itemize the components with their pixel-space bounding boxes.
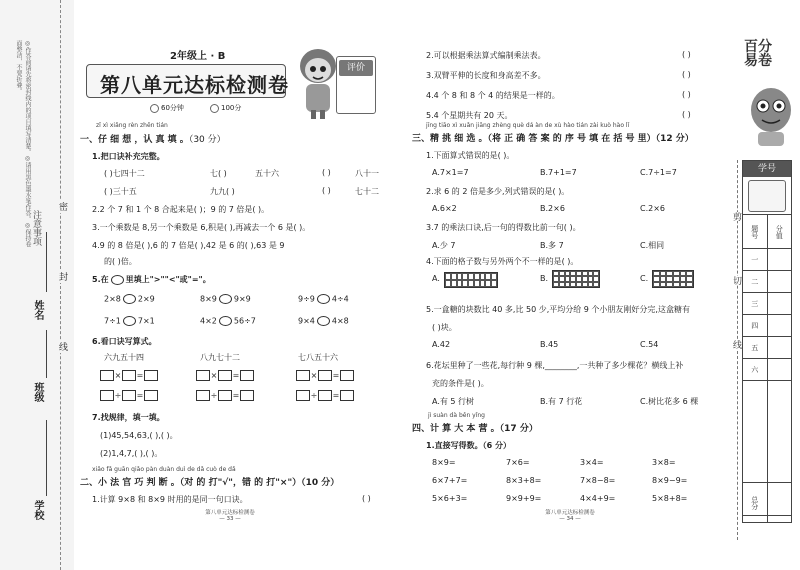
answer-box[interactable]	[218, 390, 232, 401]
calc-item[interactable]: 6×7+7=	[432, 476, 468, 485]
answer-box[interactable]	[100, 390, 114, 401]
q5-label	[92, 274, 211, 285]
q6-head: 八九七十二	[200, 353, 240, 362]
judge-paren[interactable]: ( )	[682, 110, 691, 119]
table-row-label: 一	[743, 249, 768, 271]
q2-text[interactable]: 2.2 个 7 和 1 个 8 合起来是( )；9 的 7 倍是( )。	[92, 205, 270, 214]
answer-box[interactable]	[340, 390, 354, 401]
q6-formula: × =	[100, 370, 158, 381]
q1-cell[interactable]: 七( )	[210, 169, 227, 178]
score-cell[interactable]	[767, 359, 792, 381]
section-1-pinyin: zǐ xì xiǎng rèn zhēn tián	[96, 122, 168, 129]
section-2-title: 二、小 法 官 巧 判 断 。（对 的 打"√"，错 的 打"×"）（10 分）	[80, 478, 340, 488]
seal-char: 密	[57, 202, 67, 211]
logo-char: 分	[758, 39, 772, 55]
logo-char: 百	[744, 39, 758, 55]
section-3-title: 三、精 挑 细 选 。（将 正 确 答 案 的 序 号 填 在 括 号 里）（12 分）	[412, 134, 694, 144]
evaluation-label: 评价	[339, 60, 373, 76]
compare-right: 9×9	[233, 294, 251, 304]
table-head: 分值	[767, 215, 792, 249]
compare-item	[104, 294, 155, 304]
judge-q1-paren[interactable]: ( )	[362, 494, 371, 503]
grid-c-icon	[652, 270, 694, 288]
compare-left: 7÷1	[104, 316, 121, 326]
score-info	[210, 103, 241, 113]
calc-item[interactable]: 9×9+9=	[506, 494, 542, 503]
calc-item[interactable]: 8×9−9=	[652, 476, 688, 485]
trophy-icon	[210, 104, 219, 113]
table-row-label: 六	[743, 359, 768, 381]
compare-item	[200, 294, 251, 304]
grade-label: 2年级上 · B	[170, 51, 226, 62]
q4-text-cont[interactable]: 的( )倍。	[104, 257, 137, 266]
table-head: 题号	[743, 215, 768, 249]
score-cell[interactable]	[767, 271, 792, 293]
judge-q: 4.4 个 8 和 8 个 4 的结果是一样的。	[426, 91, 560, 100]
compare-circle[interactable]	[123, 294, 136, 304]
mc-question: 4.下面的格子数与另外两个不一样的是( )。	[426, 257, 579, 266]
mc-option[interactable]: C.相同	[640, 241, 665, 250]
page-title: 第八单元达标检测卷	[100, 73, 289, 97]
judge-paren[interactable]: ( )	[682, 90, 691, 99]
answer-box[interactable]	[218, 370, 232, 381]
calc-item[interactable]: 7×8−8=	[580, 476, 616, 485]
mc-question-5-cont[interactable]: ( )块。	[432, 323, 457, 332]
compare-right: 7×1	[137, 316, 155, 326]
calc-item[interactable]: 5×6+3=	[432, 494, 468, 503]
q1-cell: 七十二	[355, 187, 379, 196]
q6-label: 6.看口诀写算式。	[92, 337, 157, 346]
q1-cell[interactable]: ( )七四十二	[104, 169, 145, 178]
mascot-icon	[296, 44, 340, 120]
compare-left: 9×4	[298, 316, 315, 326]
mc-option[interactable]: C.	[640, 274, 649, 283]
field-school-label: 学校	[32, 500, 43, 520]
answer-box[interactable]	[144, 370, 158, 381]
grid-b-icon	[552, 270, 600, 288]
logo-char: 易	[744, 53, 758, 69]
judge-q: 2.可以根据乘法算式编制乘法表。	[426, 51, 546, 60]
calc-item[interactable]: 8×9=	[432, 458, 456, 467]
answer-box[interactable]	[122, 390, 136, 401]
calc-item[interactable]: 3×4=	[580, 458, 604, 467]
field-name-label: 姓名	[32, 300, 43, 320]
q7-row[interactable]: (2)1,4,7,( ),( )。	[100, 449, 163, 458]
page-number-right: — 34 —	[559, 516, 581, 522]
q4-text[interactable]: 4.9 的 8 倍是( ),6 的 7 倍是( ),42 是 6 的( ),63 是 9	[92, 241, 285, 250]
q1-cell: 八十一	[355, 169, 379, 178]
mc-option[interactable]: A.7×1=7	[432, 168, 469, 177]
score-cell[interactable]	[767, 315, 792, 337]
compare-circle[interactable]	[317, 294, 330, 304]
name-write-line[interactable]	[46, 232, 47, 292]
section-1-title	[80, 132, 226, 145]
mc-question-6-cont[interactable]: 充的条件是( )。	[432, 379, 489, 388]
class-write-line[interactable]	[46, 330, 47, 378]
answer-box[interactable]	[340, 370, 354, 381]
footer-left: 第八单元达标检测卷	[205, 510, 255, 516]
student-id-label: 学号	[743, 161, 791, 177]
compare-item	[298, 294, 349, 304]
answer-box[interactable]	[296, 390, 310, 401]
mc-option[interactable]: C.2×6	[640, 204, 666, 213]
table-row-label: 二	[743, 271, 768, 293]
mascot-icon	[748, 80, 794, 150]
time-label: 60分钟	[161, 104, 184, 112]
answer-box[interactable]	[240, 370, 254, 381]
q5-label-b: 里填上">""<"或"="。	[125, 275, 211, 284]
binding-title: 注意事项	[31, 210, 41, 246]
calc-item[interactable]: 8×3+8=	[506, 476, 542, 485]
mc-option[interactable]: C.54	[640, 340, 659, 349]
mc-option[interactable]: C.树比花多 6 棵	[640, 397, 699, 406]
answer-box[interactable]	[122, 370, 136, 381]
answer-box[interactable]	[296, 370, 310, 381]
answer-box[interactable]	[196, 370, 210, 381]
q7-label: 7.找规律，填一填。	[92, 413, 165, 422]
mc-question-5: 5.一盒糖的块数比 40 多,比 50 少,平均分给 9 个小朋友刚好分完,这盒糖有	[426, 305, 690, 314]
section-3-pinyin: jīng tiāo xì xuǎn jiāng zhèng què dá àn de xù hào tián zài kuò hào lǐ	[426, 122, 630, 129]
compare-left: 2×8	[104, 294, 121, 304]
mc-option[interactable]: B.	[540, 274, 549, 283]
mc-option[interactable]: A.6×2	[432, 204, 457, 213]
compare-circle[interactable]	[317, 316, 330, 326]
brand-logo	[744, 40, 772, 68]
section-1-points: （30 分）	[188, 135, 226, 145]
section-2-pinyin: xiǎo fǎ guān qiǎo pàn duàn duì de dǎ cuò de dǎ	[92, 466, 236, 473]
judge-paren[interactable]: ( )	[682, 70, 691, 79]
compare-item	[298, 316, 349, 326]
mc-option[interactable]: A.	[432, 274, 440, 283]
judge-q: 3.双臂平伸的长度和身高差不多。	[426, 71, 546, 80]
school-write-line[interactable]	[46, 420, 47, 496]
judge-paren[interactable]: ( )	[682, 50, 691, 59]
compare-circle[interactable]	[123, 316, 136, 326]
mc-option[interactable]: C.7÷1=7	[640, 168, 677, 177]
calc-label: 1.直接写得数。（6 分）	[426, 441, 511, 450]
clock-icon	[150, 104, 159, 113]
mc-option[interactable]: A.42	[432, 340, 451, 349]
calc-item[interactable]: 7×6=	[506, 458, 530, 467]
table-row-label: 三	[743, 293, 768, 315]
q1-label: 1.把口诀补充完整。	[92, 152, 165, 161]
judge-q1: 1.计算 9×8 和 8×9 时用的是同一句口诀。	[92, 495, 248, 504]
q1-cell[interactable]: 九九( )	[210, 187, 235, 196]
q3-text[interactable]: 3.一个乘数是 8,另一个乘数是 6,积是( ),再减去一个 6 是( )。	[92, 223, 311, 232]
compare-left: 4×2	[200, 316, 217, 326]
logo-char: 卷	[758, 53, 772, 69]
mc-option[interactable]: A.少 7	[432, 241, 456, 250]
score-cell[interactable]	[767, 381, 792, 483]
answer-box[interactable]	[318, 390, 332, 401]
mc-question: 3.7 的乘法口诀,后一句的得数比前一句( )。	[426, 223, 581, 232]
score-cell[interactable]	[767, 293, 792, 315]
mc-option[interactable]: B.7+1=7	[540, 168, 577, 177]
mc-option[interactable]: B.45	[540, 340, 559, 349]
total-label: 总分	[743, 483, 768, 523]
circle-icon	[111, 275, 124, 285]
answer-box[interactable]	[196, 390, 210, 401]
mc-question-6: 6.花坛里种了一些花,每行种 9 棵,________,一共种了多少棵花？横线上补	[426, 361, 684, 370]
q7-row[interactable]: (1)45,54,63,( ),( )。	[100, 431, 178, 440]
cut-char: 切	[731, 276, 741, 285]
footer-right: 第八单元达标检测卷	[545, 510, 595, 516]
judge-q: 5.4 个星期共有 20 天。	[426, 111, 513, 120]
q6-formula: × =	[196, 370, 254, 381]
score-cell[interactable]	[743, 381, 768, 483]
q1-cell[interactable]: ( )三十五	[104, 187, 137, 196]
mc-question: 1.下面算式错误的是( )。	[426, 151, 515, 160]
q6-head: 七八五十六	[298, 353, 338, 362]
score-table	[742, 214, 792, 523]
q6-formula: × =	[296, 370, 354, 381]
q6-formula: ÷ =	[296, 390, 354, 401]
table-row-label: 四	[743, 315, 768, 337]
binding-notes: ◎作答前请先将密封线内的项目填写清楚。◎请用黑色墨水笔作答。◎保持卷面整洁，不要折叠。	[15, 40, 31, 247]
total-cell[interactable]	[767, 483, 792, 523]
compare-right: 56÷7	[233, 316, 256, 326]
compare-right: 2×9	[137, 294, 155, 304]
q6-formula: ÷ =	[100, 390, 158, 401]
q1-cell[interactable]: ( )	[322, 168, 331, 177]
compare-left: 9÷9	[298, 294, 315, 304]
q6-head: 六九五十四	[104, 353, 144, 362]
calc-item[interactable]: 5×8+8=	[652, 494, 688, 503]
answer-box[interactable]	[318, 370, 332, 381]
answer-box[interactable]	[240, 390, 254, 401]
q1-cell: 五十六	[255, 169, 279, 178]
mc-option[interactable]: B.多 7	[540, 241, 564, 250]
compare-item	[200, 316, 256, 326]
compare-left: 8×9	[200, 294, 217, 304]
answer-box[interactable]	[100, 370, 114, 381]
calc-item[interactable]: 4×4+9=	[580, 494, 616, 503]
score-label: 100分	[221, 104, 242, 112]
seal-char: 封	[57, 272, 67, 281]
mc-question: 2.求 6 的 2 倍是多少,列式错误的是( )。	[426, 187, 570, 196]
section-4-title: 四、计 算 大 本 营 。（17 分）	[412, 424, 538, 434]
answer-box[interactable]	[144, 390, 158, 401]
q5-label-a: 5.在	[92, 275, 109, 284]
compare-right: 4÷4	[331, 294, 349, 304]
q6-formula: ÷ =	[196, 390, 254, 401]
q1-cell[interactable]: ( )	[322, 186, 331, 195]
mc-option[interactable]: B.有 7 行花	[540, 397, 583, 406]
mc-option[interactable]: A.有 5 行树	[432, 397, 475, 406]
grid-a-icon	[444, 272, 498, 288]
calc-item[interactable]: 3×8=	[652, 458, 676, 467]
student-id-input[interactable]	[748, 180, 786, 212]
mc-option[interactable]: B.2×6	[540, 204, 565, 213]
field-class-label: 班级	[32, 382, 43, 402]
score-cell[interactable]	[767, 337, 792, 359]
cut-char: 线	[731, 340, 741, 349]
table-row-label: 五	[743, 337, 768, 359]
time-info	[150, 103, 184, 113]
seal-char: 线	[57, 342, 67, 351]
page-number-left: — 33 —	[219, 516, 241, 522]
cut-char: 剪	[731, 212, 741, 221]
compare-item	[104, 316, 155, 326]
compare-circle[interactable]	[219, 316, 232, 326]
compare-circle[interactable]	[219, 294, 232, 304]
compare-right: 4×8	[331, 316, 349, 326]
seal-line	[60, 0, 61, 570]
score-cell[interactable]	[767, 249, 792, 271]
section-1-heading: 一、仔 细 想 ，认 真 填 。	[80, 135, 189, 145]
section-4-pinyin: jì suàn dà běn yǐng	[428, 412, 485, 419]
